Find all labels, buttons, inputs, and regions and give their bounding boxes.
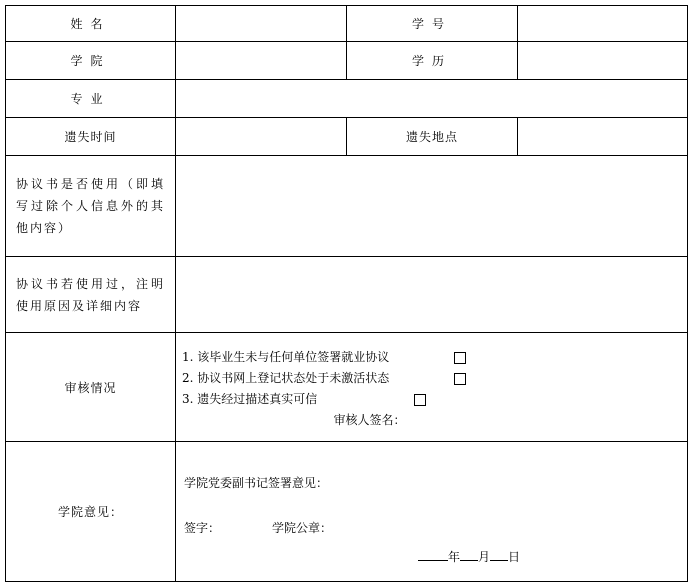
major-label: 专业 [6,80,176,118]
name-field[interactable] [176,6,347,42]
education-label: 学历 [347,42,518,80]
college-opinion-label: 学院意见： [6,442,176,582]
review-label: 审核情况 [6,333,176,442]
review-item [182,389,687,410]
student-id-field[interactable] [518,6,688,42]
major-field[interactable] [176,80,688,118]
signature-line [184,519,687,536]
student-id-label: 学号 [347,6,518,42]
review-checkbox-1[interactable] [454,352,466,364]
day-blank[interactable] [490,548,508,561]
review-checkbox-3[interactable] [414,394,426,406]
sign-label: 签字： [184,521,221,535]
lost-time-field[interactable] [176,118,347,156]
year-blank[interactable] [418,548,448,561]
day-label: 日 [508,550,521,564]
agreement-used-field[interactable] [176,156,688,257]
agreement-reason-label: 协议书若使用过，注明使用原因及详细内容 [6,257,176,333]
college-label: 学院 [6,42,176,80]
agreement-used-label: 协议书是否使用（即填写过除个人信息外的其他内容） [6,156,176,257]
reviewer-sign: 审核人签名： [333,413,406,427]
lost-agreement-form [5,5,688,582]
lost-place-label: 遗失地点 [347,118,518,156]
college-field[interactable] [176,42,347,80]
review-item [182,368,687,389]
month-blank[interactable] [460,548,478,561]
month-label: 月 [478,550,491,564]
agreement-reason-field[interactable] [176,257,688,333]
review-item-text: 2. 协议书网上登记状态处于未激活状态 [182,371,390,385]
opinion-title: 学院党委副书记签署意见： [184,476,329,490]
review-checkbox-2[interactable] [454,373,466,385]
seal-label: 学院公章： [272,521,333,535]
review-item-text: 3. 遗失经过描述真实可信 [182,392,318,406]
lost-place-field[interactable] [518,118,688,156]
year-label: 年 [448,550,461,564]
review-item-text: 1. 该毕业生未与任何单位签署就业协议 [182,350,390,364]
lost-time-label: 遗失时间 [6,118,176,156]
review-item [182,347,687,368]
education-field[interactable] [518,42,688,80]
date-line [418,548,687,565]
review-section [176,333,688,442]
college-opinion-section [176,442,688,582]
name-label: 姓名 [6,6,176,42]
